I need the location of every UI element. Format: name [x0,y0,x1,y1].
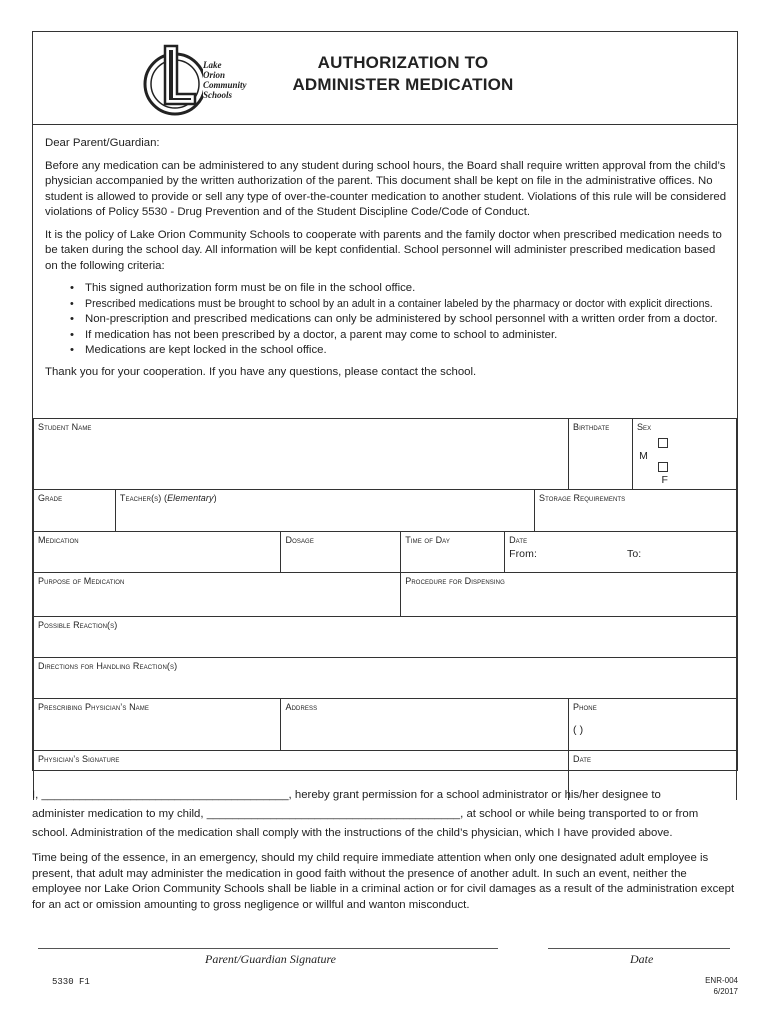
address-field[interactable] [281,699,569,751]
medication-field[interactable] [34,532,281,573]
to-label: To: [626,548,642,560]
from-label: From: [509,548,537,560]
phone-label: Phone [572,702,597,712]
enr-code-block [690,975,738,997]
form-number: 5330 F1 [52,977,90,987]
list-item: • Medications are kept locked in the school office. [85,343,727,359]
list-item: • Non-prescription and prescribed medications can only be administered by school personnel with a written order from a doctor. [85,312,727,328]
grade-label: Grade [38,493,63,503]
storage-field[interactable] [535,490,737,532]
teacher-label-suffix: ) [213,493,217,503]
time-of-day-field[interactable] [401,532,505,573]
sex-label: Sex [636,422,652,432]
logo-line: Lake [203,60,222,70]
consent-line-2: administer medication to my child, ________________________________________, at school or while being transported to or from [32,808,699,820]
header [33,32,737,125]
enr-code: ENR-004 [705,976,738,985]
logo-line: Schools [203,90,233,100]
procedure-label: Procedure for Dispensing [405,576,505,586]
closing-line: Thank you for your cooperation. If you have any questions, please contact the school. [45,365,477,378]
policy-paragraph: Before any medication can be administered to any student during school hours, the Board shall require written approval from the child’s physician accompanied by the written authorization of the parent. This document shall be kept on file in the administrative offices. No student is allowed to provide or sell any type of over-the-counter medication to another student. Violations of this rule will be considered violations of Policy 5530 - Drug Prevention and of the Student Discipline Code/Code of Conduct. [45,159,727,218]
procedure-field[interactable] [401,573,737,617]
school-logo [143,40,283,120]
birthdate-label: Birthdate [572,422,610,432]
enr-date: 6/2017 [713,987,738,996]
medication-label: Medication [38,535,79,545]
grade-field[interactable] [34,490,116,532]
teacher-label-elementary: Elementary [167,493,214,503]
list-item: • This signed authorization form must be on file in the school office. [85,281,727,297]
date-range-field[interactable] [505,532,737,573]
logo-line: Orion [203,70,226,80]
cooperation-paragraph: It is the policy of Lake Orion Community Schools to cooperate with parents and the family doctor when prescribed medication needs to be taken during the school day. All information will be kept confidential. School personnel will administer prescribed medication based on the following criteria: [45,228,722,272]
criteria-list [45,281,727,359]
purpose-label: Purpose of Medication [38,576,125,586]
sex-f-option[interactable] [658,462,728,486]
date-label: Date [509,535,528,545]
form-frame [32,31,738,771]
consent-line-3: school. Administration of the medication shall comply with the instructions of the child’s physician, which I have provided above. [32,827,673,839]
physician-name-field[interactable] [34,699,281,751]
student-name-field[interactable] [34,419,569,490]
salutation: Dear Parent/Guardian: [45,137,160,149]
teacher-label [120,493,217,503]
checkbox-f[interactable] [658,462,668,472]
title-line-1: AUTHORIZATION TO [317,53,489,72]
sex-field [632,419,736,490]
consent-line-1: I, _______________________________________, hereby grant permission for a school administrator or his/her designee to [32,789,661,801]
date-signature-label: Date [630,952,654,966]
sex-m-label: M [639,450,648,462]
logo-line: Community [203,80,247,90]
reactions-field[interactable] [34,617,737,658]
medication-form-table [33,418,737,800]
list-item: • Prescribed medications must be brought to school by an adult in a container labeled by the pharmacy or doctor with explicit directions. [85,297,727,313]
teacher-field[interactable] [115,490,534,532]
parent-signature-label: Parent/Guardian Signature [205,952,336,966]
parent-signature-line[interactable] [38,948,498,949]
directions-field[interactable] [34,658,737,699]
reactions-label: Possible Reaction(s) [38,620,118,630]
checkbox-m[interactable] [658,438,668,448]
phone-parens: ( ) [572,724,584,736]
signature-date-label: Date [572,754,592,764]
sex-m-option[interactable] [639,438,728,462]
form-title [283,52,523,96]
teacher-label-prefix: Teacher(s) ( [119,493,168,503]
address-label: Address [285,702,318,712]
list-item: • If medication has not been prescribed by a doctor, a parent may come to school to administer. [85,328,727,344]
storage-label: Storage Requirements [539,493,626,503]
student-name-label: Student Name [38,422,92,432]
phone-field[interactable] [568,699,736,751]
logo-l-icon [143,40,203,120]
sex-f-label: F [661,474,668,486]
date-signature-line[interactable] [548,948,730,949]
birthdate-field[interactable] [568,419,632,490]
physician-signature-label: Physician’s Signature [38,754,120,764]
physician-name-label: Prescribing Physician’s Name [38,702,149,712]
emergency-paragraph: Time being of the essence, in an emergency, should my child require immediate attention when only one designated adult employee is present, that adult may administer the medication in good faith without the presence of another adult. In such an event, neither the employee nor Lake Orion Community Schools shall be liable in a criminal action or for civil damages as a result of the administration except for an act or omission amounting to gross negligence or willful and wanton misconduct. [32,852,735,911]
dosage-field[interactable] [281,532,401,573]
directions-label: Directions for Handling Reaction(s) [38,661,178,671]
purpose-field[interactable] [34,573,401,617]
consent-section [32,786,738,913]
dosage-label: Dosage [285,535,314,545]
letter-body [45,136,727,387]
title-line-2: ADMINISTER MEDICATION [292,75,514,94]
time-of-day-label: Time of Day [405,535,450,545]
logo-text [203,60,247,100]
